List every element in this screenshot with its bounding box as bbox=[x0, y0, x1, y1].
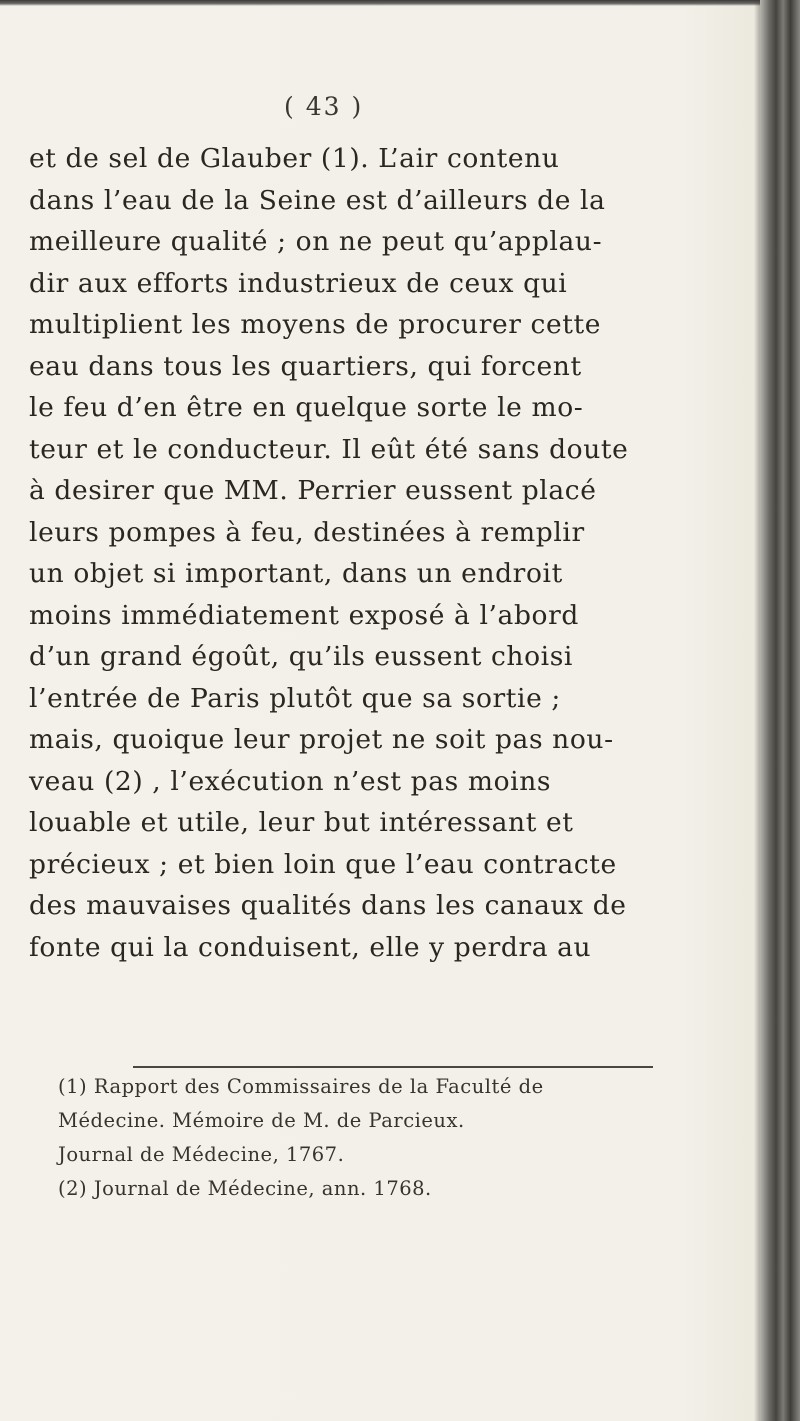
text-line: à desirer que MM. Perrier eussent placé bbox=[29, 475, 597, 506]
body-text bbox=[29, 138, 769, 968]
top-edge bbox=[0, 0, 800, 6]
footnote-line: Médecine. Mémoire de M. de Parcieux. bbox=[58, 1109, 465, 1132]
text-line: louable et utile, leur but intéressant et bbox=[29, 807, 574, 838]
text-line: veau (2) , l’exécution n’est pas moins bbox=[29, 765, 552, 797]
text-line: l’entrée de Paris plutôt que sa sortie ; bbox=[29, 682, 561, 714]
text-line: dans l’eau de la Seine est d’ailleurs de la bbox=[29, 184, 606, 216]
text-line: teur et le conducteur. Il eût été sans doute bbox=[29, 433, 629, 465]
text-line: leurs pompes à feu, destinées à remplir bbox=[29, 516, 585, 548]
text-line: eau dans tous les quartiers, qui forcent bbox=[29, 350, 582, 382]
text-line: et de sel de Glauber (1). L’air contenu bbox=[29, 143, 560, 174]
footnote-line: (2) Journal de Médecine, ann. 1768. bbox=[58, 1177, 432, 1200]
text-line: fonte qui la conduisent, elle y perdra au bbox=[29, 931, 592, 963]
text-line: multiplient les moyens de procurer cette bbox=[29, 309, 602, 340]
footnotes bbox=[58, 1070, 758, 1206]
text-line: d’un grand égoût, qu’ils eussent choisi bbox=[29, 641, 574, 672]
footnote-line: (1) Rapport des Commissaires de la Faculté de bbox=[58, 1075, 544, 1098]
footnote-line: Journal de Médecine, 1767. bbox=[58, 1143, 345, 1166]
text-line: moins immédiatement exposé à l’abord bbox=[29, 599, 579, 631]
page-number: ( 43 ) bbox=[284, 92, 364, 121]
text-line: le feu d’en être en quelque sorte le mo- bbox=[29, 392, 584, 423]
text-line: mais, quoique leur projet ne soit pas nou- bbox=[29, 724, 614, 755]
footnote-divider bbox=[133, 1066, 653, 1068]
text-line: meilleure qualité ; on ne peut qu’applau- bbox=[29, 226, 603, 257]
text-line: un objet si important, dans un endroit bbox=[29, 558, 563, 589]
text-line: des mauvaises qualités dans les canaux de bbox=[29, 890, 627, 921]
text-line: dir aux efforts industrieux de ceux qui bbox=[29, 267, 568, 299]
text-line: précieux ; et bien loin que l’eau contracte bbox=[29, 848, 617, 880]
